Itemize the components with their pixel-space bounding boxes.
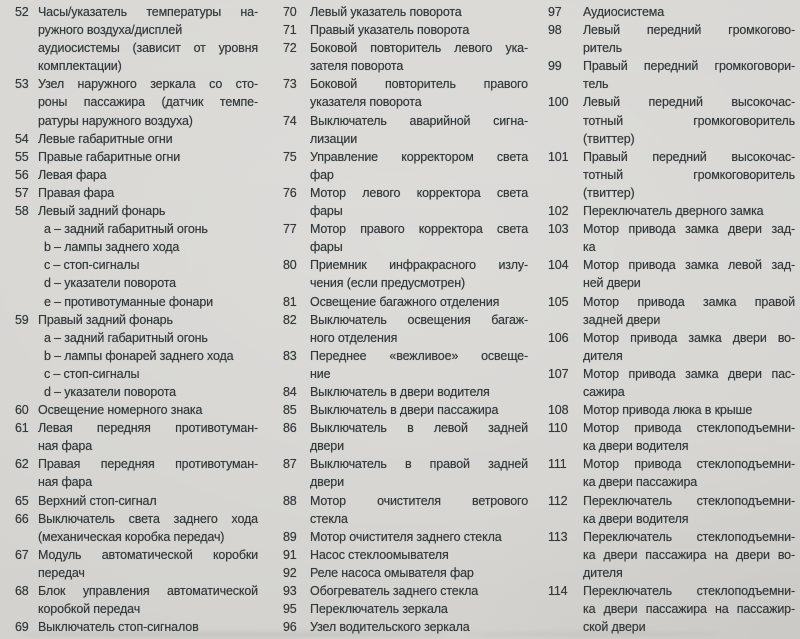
text-line: Левый задний фонарь — [38, 204, 166, 219]
item-text — [38, 401, 258, 419]
list-item — [283, 419, 528, 455]
list-item — [283, 492, 528, 528]
text-line: (твиттер) — [583, 185, 635, 200]
item-text — [38, 510, 258, 546]
list-item — [283, 293, 528, 311]
item-number: 99 — [548, 59, 562, 74]
item-number: 97 — [548, 5, 562, 19]
item-number: 89 — [283, 529, 297, 544]
text-line: Приемник инфракрасного излу- — [310, 258, 528, 273]
list-item — [283, 21, 528, 39]
item-text — [38, 546, 258, 582]
item-number: 101 — [548, 149, 569, 164]
text-line: Управление корректором света — [310, 149, 528, 164]
text-line: ние — [310, 366, 331, 381]
item-text — [310, 401, 528, 419]
text-line: зателя поворота — [310, 59, 404, 74]
item-text — [38, 166, 258, 184]
text-line: фары — [310, 240, 343, 255]
list-item — [15, 582, 258, 618]
list-item — [15, 401, 258, 419]
item-number: 71 — [283, 23, 297, 38]
item-number: 87 — [283, 457, 297, 472]
item-number: 82 — [283, 312, 297, 327]
item-number: 92 — [283, 565, 297, 580]
list-item — [283, 582, 528, 600]
text-line: Левый передний громкогово- — [583, 23, 795, 38]
list-item — [283, 347, 528, 383]
item-number: 57 — [15, 185, 29, 200]
item-text — [310, 256, 528, 292]
item-number: 77 — [283, 222, 297, 237]
sub-item-line: b – лампы фонарей заднего хода — [44, 348, 234, 363]
item-number: 60 — [15, 403, 29, 418]
list-item — [283, 39, 528, 75]
text-line: Выключатель в правой задней — [310, 457, 528, 472]
item-number: 54 — [15, 131, 29, 146]
item-number: 98 — [548, 23, 562, 38]
text-line: Переключатель стеклоподъемни- — [583, 584, 795, 598]
item-text — [38, 75, 258, 129]
text-line: роны пассажира (датчик темпе- — [38, 95, 258, 110]
item-text — [583, 455, 795, 491]
item-text — [583, 202, 795, 220]
list-item — [548, 93, 795, 147]
text-line: Левый передний высокочас- — [583, 95, 795, 110]
item-text — [310, 148, 528, 184]
text-line: ритель — [583, 41, 622, 56]
text-line: чения (если предусмотрен) — [310, 276, 465, 291]
list-item — [15, 202, 258, 311]
list-item — [283, 184, 528, 220]
list-item — [15, 492, 258, 510]
item-text — [38, 148, 258, 166]
list-item — [548, 3, 795, 21]
item-number: 93 — [283, 584, 297, 598]
text-line: Мотор привода замка двери пас- — [583, 366, 795, 381]
item-text — [310, 311, 528, 347]
text-line: Освещение багажного отделения — [310, 294, 500, 309]
text-line: Насос стеклоомывателя — [310, 547, 449, 562]
text-line: Выключатель в двери пассажира — [310, 403, 499, 418]
item-number: 108 — [548, 403, 569, 418]
text-line: Обогреватель заднего стекла — [310, 584, 479, 598]
list-item — [548, 528, 795, 582]
text-line: указателя поворота — [310, 95, 422, 110]
item-number: 86 — [283, 421, 297, 436]
text-line: Аудиосистема — [583, 5, 665, 19]
list-item — [283, 383, 528, 401]
text-line: коробкой передач — [38, 602, 141, 617]
legend-column-1 — [15, 3, 258, 639]
item-text — [38, 202, 258, 311]
text-line: ской двери — [583, 620, 646, 635]
text-line: фар — [310, 167, 334, 182]
text-line: Правый передний высокочас- — [583, 149, 795, 164]
text-line: Модуль автоматической коробки — [38, 547, 258, 562]
list-item — [15, 311, 258, 401]
item-number: 74 — [283, 113, 297, 128]
text-line: Часы/указатель температуры на- — [38, 5, 258, 19]
item-number: 106 — [548, 330, 569, 345]
text-line: стекла — [310, 511, 348, 526]
list-item — [283, 148, 528, 184]
text-line: Правые габаритные огни — [38, 149, 181, 164]
text-line: Выключатель в левой задней — [310, 421, 528, 436]
item-number: 104 — [548, 258, 569, 273]
item-text — [583, 21, 795, 57]
item-text — [583, 3, 795, 21]
list-item — [548, 220, 795, 256]
text-line: ней двери — [583, 276, 641, 291]
sub-item-line: c – стоп-сигналы — [44, 258, 140, 273]
item-text — [310, 347, 528, 383]
item-number: 88 — [283, 493, 297, 508]
text-line: ка двери водителя — [583, 439, 689, 454]
item-number: 105 — [548, 294, 569, 309]
text-line: Боковой повторитель левого ука- — [310, 41, 528, 56]
list-item — [283, 600, 528, 618]
list-item — [283, 75, 528, 111]
text-line: ка двери водителя — [583, 511, 689, 526]
text-line: ратуры наружного воздуха) — [38, 113, 193, 128]
text-line: двери — [310, 439, 344, 454]
list-item — [15, 455, 258, 491]
text-line: Левая передняя противотуман- — [38, 421, 258, 436]
text-line: Переднее «вежливое» освеще- — [310, 348, 528, 363]
text-line: Правый указатель поворота — [310, 23, 470, 38]
item-text — [310, 546, 528, 564]
text-line: Переключатель стеклоподъемни- — [583, 529, 795, 544]
list-item — [15, 166, 258, 184]
item-number: 107 — [548, 366, 569, 381]
text-line: Левые габаритные огни — [38, 131, 173, 146]
item-text — [38, 455, 258, 491]
list-item — [548, 401, 795, 419]
text-line: Правая фара — [38, 185, 115, 200]
list-item — [283, 546, 528, 564]
text-line: ка — [583, 240, 596, 255]
item-text — [583, 57, 795, 93]
item-text — [583, 256, 795, 292]
text-line: дителя — [583, 348, 623, 363]
list-item — [283, 256, 528, 292]
item-text — [310, 618, 528, 636]
item-number: 68 — [15, 584, 29, 598]
sub-item-line: d – указатели поворота — [44, 276, 176, 291]
item-number: 80 — [283, 258, 297, 273]
sub-item-line: e – противотуманные фонари — [44, 294, 213, 309]
text-line: Переключатель зеркала — [310, 602, 448, 617]
text-line: Боковой повторитель правого — [310, 77, 528, 92]
item-text — [583, 528, 795, 582]
text-line: Узел наружного зеркала со сто- — [38, 77, 258, 92]
item-number: 70 — [283, 5, 297, 19]
item-number: 73 — [283, 77, 297, 92]
list-item — [548, 582, 795, 636]
item-number: 66 — [15, 511, 29, 526]
item-text — [38, 582, 258, 618]
item-number: 114 — [548, 584, 568, 598]
item-text — [583, 582, 795, 636]
item-text — [310, 3, 528, 21]
text-line: Переключатель стеклоподъемни- — [583, 493, 795, 508]
text-line: Мотор очистителя заднего стекла — [310, 529, 502, 544]
text-line: фары — [310, 204, 343, 219]
list-item — [283, 112, 528, 148]
item-number: 55 — [15, 149, 29, 164]
item-text — [310, 455, 528, 491]
item-text — [583, 492, 795, 528]
text-line: ная фара — [38, 475, 93, 490]
item-number: 96 — [283, 620, 297, 635]
text-line: Правая передняя противотуман- — [38, 457, 258, 472]
text-line: Мотор привода замка левой зад- — [583, 258, 795, 273]
item-number: 83 — [283, 348, 297, 363]
item-text — [310, 492, 528, 528]
list-item — [15, 510, 258, 546]
item-number: 65 — [15, 493, 29, 508]
item-text — [310, 383, 528, 401]
item-number: 110 — [548, 421, 568, 436]
item-number: 58 — [15, 204, 29, 219]
list-item — [283, 528, 528, 546]
list-item — [548, 21, 795, 57]
text-line: передач — [38, 565, 85, 580]
list-item — [548, 365, 795, 401]
item-number: 85 — [283, 403, 297, 418]
legend-column-3 — [548, 3, 795, 639]
text-line: Левая фара — [38, 167, 107, 182]
list-item — [15, 148, 258, 166]
text-line: Мотор правого корректора света — [310, 222, 528, 237]
item-number: 75 — [283, 149, 297, 164]
item-text — [38, 419, 258, 455]
item-number: 113 — [548, 529, 568, 544]
text-line: (твиттер) — [583, 131, 635, 146]
text-line: Блок управления автоматической — [38, 584, 258, 598]
list-item — [548, 256, 795, 292]
text-line: комплектации) — [38, 59, 122, 74]
item-text — [310, 293, 528, 311]
list-item — [15, 3, 258, 75]
item-text — [38, 3, 258, 75]
text-line: тель — [583, 77, 609, 92]
item-number: 112 — [548, 493, 568, 508]
text-line: дителя — [583, 565, 623, 580]
text-line: Мотор привода стеклоподъемни- — [583, 421, 795, 436]
text-line: Правый передний громкоговори- — [583, 59, 795, 74]
item-text — [38, 184, 258, 202]
text-line: Выключатель аварийной сигна- — [310, 113, 528, 128]
item-text — [310, 39, 528, 75]
sub-item-line: a – задний габаритный огонь — [44, 222, 208, 237]
list-item — [283, 3, 528, 21]
item-text — [583, 220, 795, 256]
item-text — [583, 148, 795, 202]
item-number: 100 — [548, 95, 569, 110]
text-line: аудиосистемы (зависит от уровня — [38, 41, 258, 56]
text-line: двери — [310, 475, 344, 490]
item-text — [310, 582, 528, 600]
text-line: ка двери пассажира — [583, 475, 698, 490]
item-number: 103 — [548, 222, 569, 237]
item-text — [310, 220, 528, 256]
item-number: 59 — [15, 312, 29, 327]
text-line: Мотор привода замка двери зад- — [583, 222, 795, 237]
item-text — [310, 564, 528, 582]
text-line: Мотор левого корректора света — [310, 185, 528, 200]
item-text — [583, 419, 795, 455]
item-number: 61 — [15, 421, 29, 436]
item-number: 52 — [15, 5, 29, 19]
list-item — [548, 419, 795, 455]
item-number: 67 — [15, 547, 29, 562]
item-text — [310, 75, 528, 111]
text-line: ного отделения — [310, 330, 398, 345]
item-text — [38, 618, 258, 636]
text-line: Узел водительского зеркала — [310, 620, 470, 635]
text-line: Левый указатель поворота — [310, 5, 462, 19]
text-line: ружного воздуха/дисплей — [38, 23, 183, 38]
item-text — [310, 21, 528, 39]
item-text — [583, 293, 795, 329]
item-number: 81 — [283, 294, 297, 309]
item-number: 84 — [283, 384, 297, 399]
sub-item-line: a – задний габаритный огонь — [44, 330, 208, 345]
item-text — [310, 419, 528, 455]
text-line: Мотор привода люка в крыше — [583, 403, 753, 418]
list-item — [548, 202, 795, 220]
text-line: Верхний стоп-сигнал — [38, 493, 157, 508]
list-item — [15, 618, 258, 636]
text-line: задней двери — [583, 312, 661, 327]
list-item — [15, 184, 258, 202]
text-line: (механическая коробка передач) — [38, 529, 225, 544]
item-number: 62 — [15, 457, 29, 472]
list-item — [548, 329, 795, 365]
item-number: 95 — [283, 602, 297, 617]
list-item — [283, 564, 528, 582]
text-line: Выключатель в двери водителя — [310, 384, 490, 399]
list-item — [283, 220, 528, 256]
text-line: тотный громкоговоритель — [583, 167, 795, 182]
item-number: 69 — [15, 620, 29, 635]
text-line: ка двери пассажира на пассажир- — [583, 602, 795, 617]
text-line: лизации — [310, 131, 358, 146]
list-item — [15, 130, 258, 148]
list-item — [548, 148, 795, 202]
text-line: Реле насоса омывателя фар — [310, 565, 474, 580]
item-number: 91 — [283, 547, 297, 562]
item-text — [310, 600, 528, 618]
list-item — [548, 57, 795, 93]
item-number: 76 — [283, 185, 297, 200]
item-text — [583, 365, 795, 401]
list-item — [15, 75, 258, 129]
item-text — [310, 112, 528, 148]
item-text — [310, 184, 528, 220]
list-item — [283, 311, 528, 347]
item-text — [38, 492, 258, 510]
legend-column-2 — [283, 3, 528, 639]
text-line: ка двери пассажира на двери во- — [583, 547, 795, 562]
item-text — [38, 311, 258, 401]
item-text — [310, 528, 528, 546]
list-item — [283, 455, 528, 491]
item-number: 56 — [15, 167, 29, 182]
text-line: тотный громкоговоритель — [583, 113, 795, 128]
item-text — [38, 130, 258, 148]
list-item — [283, 618, 528, 636]
item-text — [583, 401, 795, 419]
item-number: 111 — [548, 457, 567, 472]
item-text — [583, 329, 795, 365]
text-line: Выключатель стоп-сигналов — [38, 620, 199, 635]
text-line: Мотор привода замка двери во- — [583, 330, 795, 345]
list-item — [548, 293, 795, 329]
item-number: 72 — [283, 41, 297, 56]
text-line: Выключатель света заднего хода — [38, 511, 258, 526]
list-item — [548, 455, 795, 491]
text-line: ная фара — [38, 439, 93, 454]
item-text — [583, 93, 795, 147]
sub-item-line: b – лампы заднего хода — [44, 240, 180, 255]
text-line: Освещение номерного знака — [38, 403, 203, 418]
text-line: Мотор очистителя ветрового — [310, 493, 528, 508]
list-item — [283, 401, 528, 419]
list-item — [15, 546, 258, 582]
text-line: Мотор привода замка правой — [583, 294, 795, 309]
sub-item-line: d – указатели поворота — [44, 384, 176, 399]
text-line: сажира — [583, 384, 625, 399]
list-item — [548, 492, 795, 528]
text-line: Правый задний фонарь — [38, 312, 173, 327]
item-number: 102 — [548, 204, 569, 219]
list-item — [15, 419, 258, 455]
text-line: Мотор привода стеклоподъемни- — [583, 457, 795, 472]
text-line: Переключатель дверного замка — [583, 204, 764, 219]
sub-item-line: c – стоп-сигналы — [44, 366, 140, 381]
text-line: Выключатель освещения багаж- — [310, 312, 528, 327]
item-number: 53 — [15, 77, 29, 92]
